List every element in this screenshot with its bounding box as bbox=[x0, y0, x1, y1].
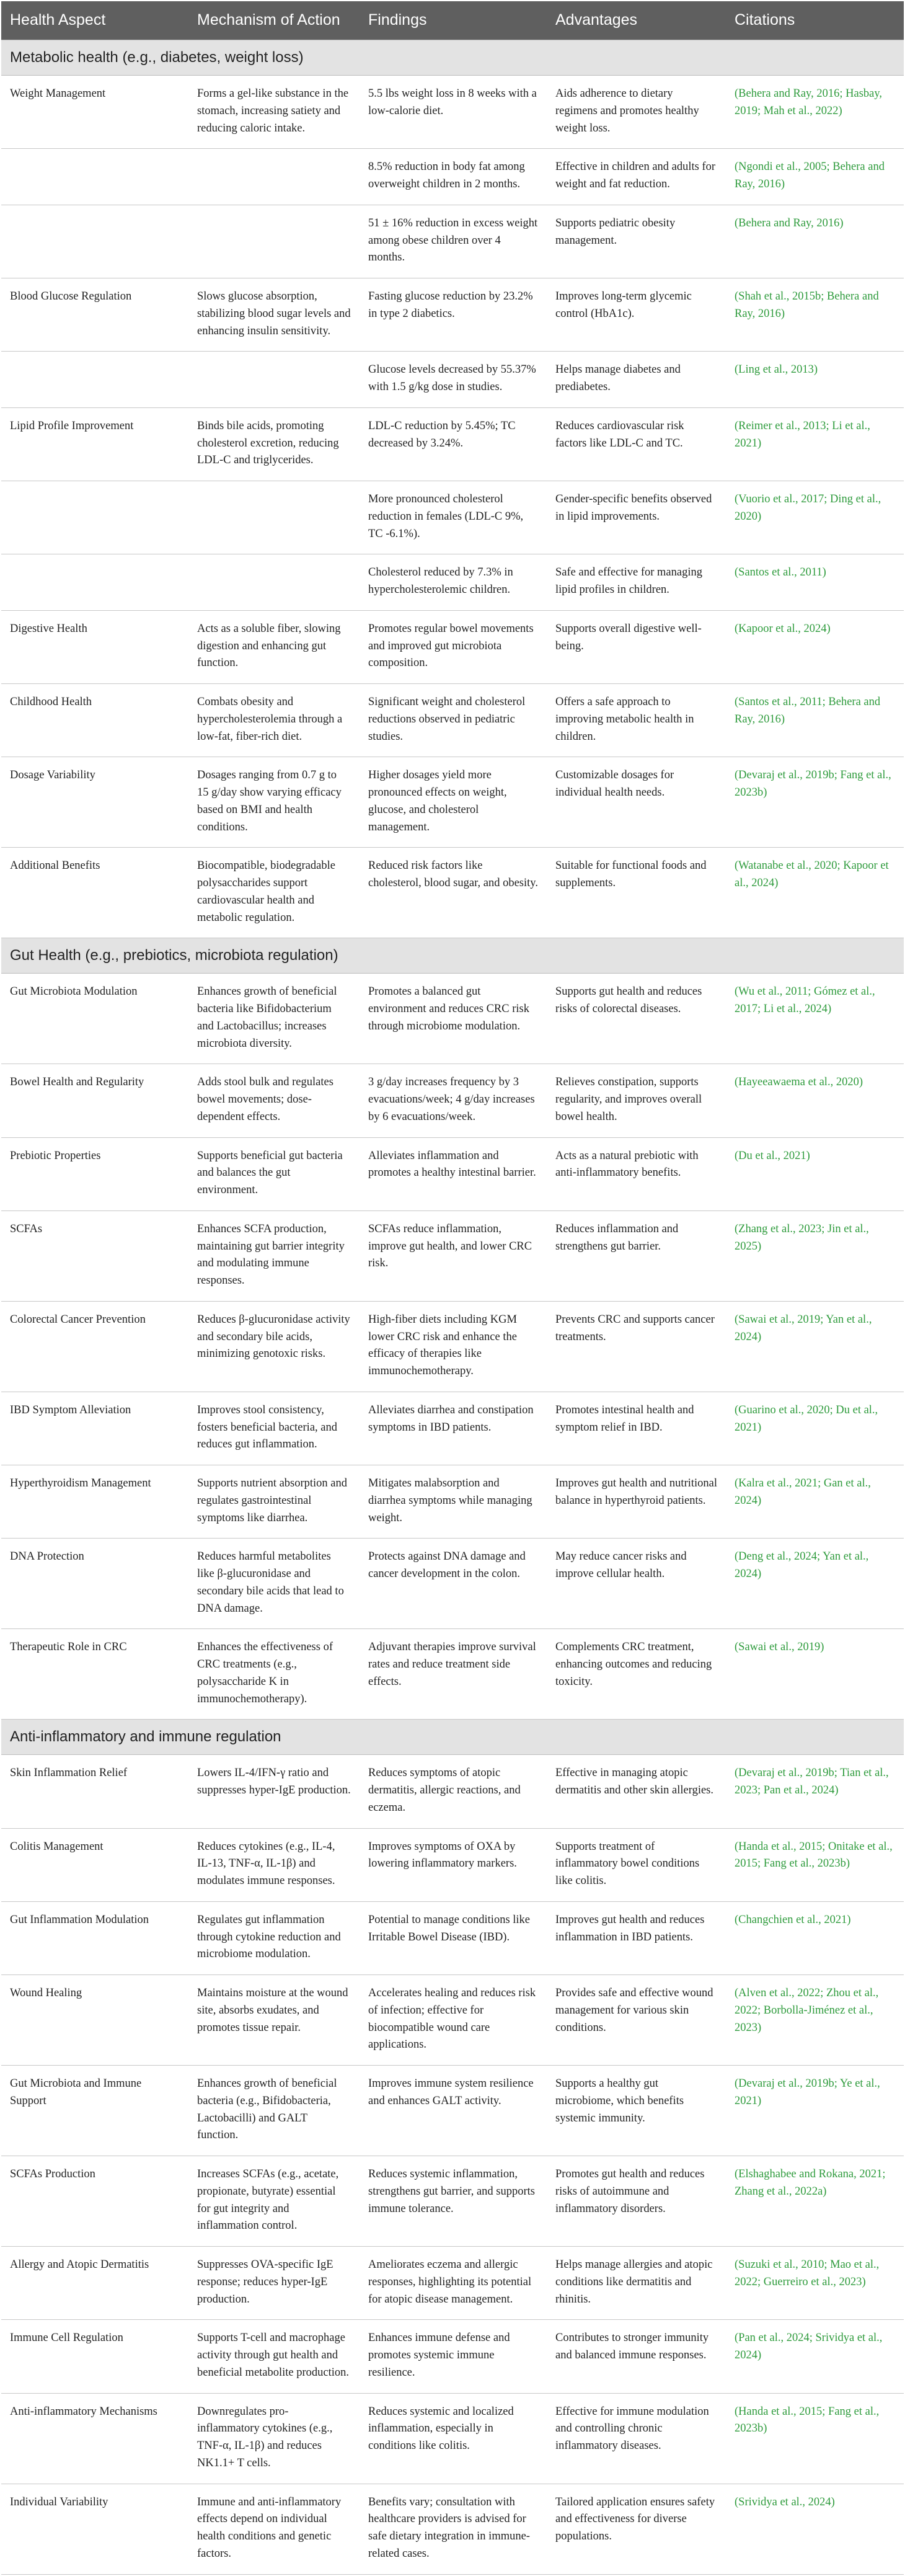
cell-health-aspect bbox=[1, 554, 188, 611]
cell-health-aspect: Bowel Health and Regularity bbox=[1, 1064, 188, 1137]
cell-citations[interactable]: (Handa et al., 2015; Fang et al., 2023b) bbox=[726, 2393, 904, 2484]
table-row bbox=[1, 2484, 904, 2574]
cell-advantages: Helps manage allergies and atopic conditions like dermatitis and rhinitis. bbox=[547, 2247, 726, 2320]
cell-advantages: Contributes to stronger immunity and balanced immune responses. bbox=[547, 2320, 726, 2393]
section-row bbox=[1, 938, 904, 974]
cell-citations[interactable]: (Zhang et al., 2023; Jin et al., 2025) bbox=[726, 1210, 904, 1301]
cell-findings: Fasting glucose reduction by 23.2% in type 2 diabetics. bbox=[360, 278, 547, 352]
cell-citations[interactable]: (Watanabe et al., 2020; Kapoor et al., 2024) bbox=[726, 848, 904, 938]
cell-mechanism: Increases SCFAs (e.g., acetate, propionate, butyrate) essential for gut integrity and inflammation control. bbox=[188, 2156, 360, 2247]
table-row bbox=[1, 352, 904, 408]
cell-advantages: Complements CRC treatment, enhancing outcomes and reducing toxicity. bbox=[547, 1629, 726, 1720]
cell-advantages: Relieves constipation, supports regularity, and improves overall bowel health. bbox=[547, 1064, 726, 1137]
cell-mechanism: Adds stool bulk and regulates bowel movements; dose-dependent effects. bbox=[188, 1064, 360, 1137]
cell-findings: Improves symptoms of OXA by lowering inflammatory markers. bbox=[360, 1828, 547, 1901]
header-mechanism: Mechanism of Action bbox=[188, 1, 360, 40]
cell-mechanism bbox=[188, 149, 360, 205]
cell-advantages: Effective in managing atopic dermatitis and other skin allergies. bbox=[547, 1755, 726, 1828]
cell-health-aspect: Skin Inflammation Relief bbox=[1, 1755, 188, 1828]
cell-advantages: Reduces inflammation and strengthens gut barrier. bbox=[547, 1210, 726, 1301]
cell-findings: Reduced risk factors like cholesterol, blood sugar, and obesity. bbox=[360, 848, 547, 938]
table-row bbox=[1, 1539, 904, 1629]
cell-citations[interactable]: (Kalra et al., 2021; Gan et al., 2024) bbox=[726, 1465, 904, 1539]
cell-citations[interactable]: (Vuorio et al., 2017; Ding et al., 2020) bbox=[726, 481, 904, 554]
cell-mechanism bbox=[188, 352, 360, 408]
cell-citations[interactable]: (Behera and Ray, 2016; Hasbay, 2019; Mah et al., 2022) bbox=[726, 76, 904, 149]
cell-health-aspect: Gut Inflammation Modulation bbox=[1, 1901, 188, 1974]
cell-citations[interactable]: (Handa et al., 2015; Onitake et al., 2015; Fang et al., 2023b) bbox=[726, 1828, 904, 1901]
cell-findings: Benefits vary; consultation with healthcare providers is advised for safe dietary integration in immune-related cases. bbox=[360, 2484, 547, 2574]
cell-mechanism: Dosages ranging from 0.7 g to 15 g/day show varying efficacy based on BMI and health conditions. bbox=[188, 757, 360, 848]
cell-advantages: May reduce cancer risks and improve cellular health. bbox=[547, 1539, 726, 1629]
cell-health-aspect: Gut Microbiota Modulation bbox=[1, 974, 188, 1064]
table-row bbox=[1, 1210, 904, 1301]
cell-citations[interactable]: (Santos et al., 2011) bbox=[726, 554, 904, 611]
cell-health-aspect: SCFAs Production bbox=[1, 2156, 188, 2247]
cell-mechanism bbox=[188, 481, 360, 554]
cell-health-aspect: IBD Symptom Alleviation bbox=[1, 1392, 188, 1465]
cell-findings: Potential to manage conditions like Irritable Bowel Disease (IBD). bbox=[360, 1901, 547, 1974]
cell-findings: 51 ± 16% reduction in excess weight among obese children over 4 months. bbox=[360, 205, 547, 278]
cell-mechanism: Reduces cytokines (e.g., IL-4, IL-13, TNF-α, IL-1β) and modulates immune responses. bbox=[188, 1828, 360, 1901]
table-body bbox=[1, 40, 904, 2575]
table-row bbox=[1, 554, 904, 611]
cell-mechanism: Downregulates pro-inflammatory cytokines (e.g., TNF-α, IL-1β) and reduces NK1.1+ T cells. bbox=[188, 2393, 360, 2484]
table-row bbox=[1, 610, 904, 683]
cell-health-aspect bbox=[1, 205, 188, 278]
cell-health-aspect: Lipid Profile Improvement bbox=[1, 407, 188, 481]
cell-citations[interactable]: (Elshaghabee and Rokana, 2021; Zhang et al., 2022a) bbox=[726, 2156, 904, 2247]
cell-health-aspect: Childhood Health bbox=[1, 684, 188, 757]
cell-advantages: Improves gut health and reduces inflammation in IBD patients. bbox=[547, 1901, 726, 1974]
cell-findings: Mitigates malabsorption and diarrhea symptoms while managing weight. bbox=[360, 1465, 547, 1539]
table-row bbox=[1, 974, 904, 1064]
cell-mechanism: Reduces β-glucuronidase activity and secondary bile acids, minimizing genotoxic risks. bbox=[188, 1301, 360, 1392]
cell-findings: Alleviates diarrhea and constipation symptoms in IBD patients. bbox=[360, 1392, 547, 1465]
table-row bbox=[1, 1137, 904, 1210]
cell-citations[interactable]: (Sawai et al., 2019; Yan et al., 2024) bbox=[726, 1301, 904, 1392]
table-row bbox=[1, 2393, 904, 2484]
cell-citations[interactable]: (Behera and Ray, 2016) bbox=[726, 205, 904, 278]
cell-citations[interactable]: (Hayeeawaema et al., 2020) bbox=[726, 1064, 904, 1137]
cell-advantages: Suitable for functional foods and supplements. bbox=[547, 848, 726, 938]
cell-mechanism: Combats obesity and hypercholesterolemia through a low-fat, fiber-rich diet. bbox=[188, 684, 360, 757]
cell-mechanism: Slows glucose absorption, stabilizing blood sugar levels and enhancing insulin sensitivity. bbox=[188, 278, 360, 352]
cell-advantages: Supports pediatric obesity management. bbox=[547, 205, 726, 278]
cell-advantages: Customizable dosages for individual health needs. bbox=[547, 757, 726, 848]
cell-health-aspect: Anti-inflammatory Mechanisms bbox=[1, 2393, 188, 2484]
cell-health-aspect: Digestive Health bbox=[1, 610, 188, 683]
cell-findings: High-fiber diets including KGM lower CRC risk and enhance the efficacy of therapies like immunochemotherapy. bbox=[360, 1301, 547, 1392]
cell-citations[interactable]: (Ngondi et al., 2005; Behera and Ray, 2016) bbox=[726, 149, 904, 205]
header-advantages: Advantages bbox=[547, 1, 726, 40]
table-row bbox=[1, 278, 904, 352]
cell-citations[interactable]: (Srividya et al., 2024) bbox=[726, 2484, 904, 2574]
cell-findings: 8.5% reduction in body fat among overweight children in 2 months. bbox=[360, 149, 547, 205]
cell-citations[interactable]: (Ling et al., 2013) bbox=[726, 352, 904, 408]
cell-findings: Reduces symptoms of atopic dermatitis, allergic reactions, and eczema. bbox=[360, 1755, 547, 1828]
cell-mechanism: Enhances the effectiveness of CRC treatments (e.g., polysaccharide K in immunochemotherapy). bbox=[188, 1629, 360, 1720]
cell-citations[interactable]: (Shah et al., 2015b; Behera and Ray, 2016) bbox=[726, 278, 904, 352]
cell-health-aspect: Colitis Management bbox=[1, 1828, 188, 1901]
cell-health-aspect: SCFAs bbox=[1, 1210, 188, 1301]
header-row bbox=[1, 1, 904, 40]
cell-advantages: Effective in children and adults for weight and fat reduction. bbox=[547, 149, 726, 205]
cell-mechanism: Lowers IL-4/IFN-γ ratio and suppresses hyper-IgE production. bbox=[188, 1755, 360, 1828]
cell-health-aspect: Weight Management bbox=[1, 76, 188, 149]
cell-advantages: Supports gut health and reduces risks of colorectal diseases. bbox=[547, 974, 726, 1064]
cell-health-aspect bbox=[1, 481, 188, 554]
cell-citations[interactable]: (Sawai et al., 2019) bbox=[726, 1629, 904, 1720]
cell-findings: 5.5 lbs weight loss in 8 weeks with a low-calorie diet. bbox=[360, 76, 547, 149]
table-row bbox=[1, 2320, 904, 2393]
cell-mechanism: Enhances SCFA production, maintaining gut barrier integrity and modulating immune responses. bbox=[188, 1210, 360, 1301]
cell-advantages: Promotes gut health and reduces risks of autoimmune and inflammatory disorders. bbox=[547, 2156, 726, 2247]
cell-findings: Reduces systemic and localized inflammation, especially in conditions like colitis. bbox=[360, 2393, 547, 2484]
cell-citations[interactable]: (Alven et al., 2022; Zhou et al., 2022; Borbolla-Jiménez et al., 2023) bbox=[726, 1975, 904, 2066]
cell-advantages: Supports overall digestive well-being. bbox=[547, 610, 726, 683]
cell-mechanism bbox=[188, 205, 360, 278]
cell-citations[interactable]: (Pan et al., 2024; Srividya et al., 2024) bbox=[726, 2320, 904, 2393]
cell-advantages: Tailored application ensures safety and effectiveness for diverse populations. bbox=[547, 2484, 726, 2574]
cell-citations[interactable]: (Kapoor et al., 2024) bbox=[726, 610, 904, 683]
cell-findings: Glucose levels decreased by 55.37% with 1.5 g/kg dose in studies. bbox=[360, 352, 547, 408]
cell-health-aspect bbox=[1, 149, 188, 205]
cell-mechanism: Supports T-cell and macrophage activity through gut health and beneficial metabolite production. bbox=[188, 2320, 360, 2393]
cell-mechanism: Immune and anti-inflammatory effects depend on individual health conditions and genetic factors. bbox=[188, 2484, 360, 2574]
cell-advantages: Safe and effective for managing lipid profiles in children. bbox=[547, 554, 726, 611]
cell-advantages: Prevents CRC and supports cancer treatments. bbox=[547, 1301, 726, 1392]
cell-advantages: Acts as a natural prebiotic with anti-inflammatory benefits. bbox=[547, 1137, 726, 1210]
cell-health-aspect: Blood Glucose Regulation bbox=[1, 278, 188, 352]
cell-health-aspect: Colorectal Cancer Prevention bbox=[1, 1301, 188, 1392]
cell-citations[interactable]: (Devaraj et al., 2019b; Ye et al., 2021) bbox=[726, 2066, 904, 2156]
cell-advantages: Helps manage diabetes and prediabetes. bbox=[547, 352, 726, 408]
cell-advantages: Gender-specific benefits observed in lipid improvements. bbox=[547, 481, 726, 554]
cell-findings: Accelerates healing and reduces risk of infection; effective for biocompatible wound care applications. bbox=[360, 1975, 547, 2066]
cell-mechanism: Reduces harmful metabolites like β-glucuronidase and secondary bile acids that lead to DNA damage. bbox=[188, 1539, 360, 1629]
section-row bbox=[1, 40, 904, 76]
cell-findings: Improves immune system resilience and enhances GALT activity. bbox=[360, 2066, 547, 2156]
cell-mechanism: Binds bile acids, promoting cholesterol excretion, reducing LDL-C and triglycerides. bbox=[188, 407, 360, 481]
cell-findings: More pronounced cholesterol reduction in females (LDL-C 9%, TC -6.1%). bbox=[360, 481, 547, 554]
cell-advantages: Promotes intestinal health and symptom relief in IBD. bbox=[547, 1392, 726, 1465]
cell-mechanism: Forms a gel-like substance in the stomach, increasing satiety and reducing caloric intake. bbox=[188, 76, 360, 149]
cell-citations[interactable]: (Reimer et al., 2013; Li et al., 2021) bbox=[726, 407, 904, 481]
health-aspects-table bbox=[1, 1, 904, 2575]
cell-mechanism bbox=[188, 554, 360, 611]
cell-health-aspect: Gut Microbiota and Immune Support bbox=[1, 2066, 188, 2156]
table-row bbox=[1, 757, 904, 848]
cell-health-aspect: Therapeutic Role in CRC bbox=[1, 1629, 188, 1720]
table-row bbox=[1, 1755, 904, 1828]
cell-health-aspect: Additional Benefits bbox=[1, 848, 188, 938]
cell-mechanism: Enhances growth of beneficial bacteria (e.g., Bifidobacteria, Lactobacilli) and GALT function. bbox=[188, 2066, 360, 2156]
cell-health-aspect: Prebiotic Properties bbox=[1, 1137, 188, 1210]
cell-citations[interactable]: (Devaraj et al., 2019b; Tian et al., 2023; Pan et al., 2024) bbox=[726, 1755, 904, 1828]
section-title: Anti-inflammatory and immune regulation bbox=[1, 1720, 904, 1755]
section-title: Gut Health (e.g., prebiotics, microbiota regulation) bbox=[1, 938, 904, 974]
table-row bbox=[1, 407, 904, 481]
cell-advantages: Supports treatment of inflammatory bowel conditions like colitis. bbox=[547, 1828, 726, 1901]
cell-citations[interactable]: (Deng et al., 2024; Yan et al., 2024) bbox=[726, 1539, 904, 1629]
cell-mechanism: Biocompatible, biodegradable polysaccharides support cardiovascular health and metabolic regulation. bbox=[188, 848, 360, 938]
cell-mechanism: Supports beneficial gut bacteria and balances the gut environment. bbox=[188, 1137, 360, 1210]
cell-health-aspect: Allergy and Atopic Dermatitis bbox=[1, 2247, 188, 2320]
cell-health-aspect: Immune Cell Regulation bbox=[1, 2320, 188, 2393]
table-row bbox=[1, 1392, 904, 1465]
cell-mechanism: Supports nutrient absorption and regulates gastrointestinal symptoms like diarrhea. bbox=[188, 1465, 360, 1539]
health-table-container bbox=[1, 1, 904, 2575]
cell-advantages: Improves long-term glycemic control (HbA1c). bbox=[547, 278, 726, 352]
cell-findings: Cholesterol reduced by 7.3% in hypercholesterolemic children. bbox=[360, 554, 547, 611]
cell-findings: Higher dosages yield more pronounced effects on weight, glucose, and cholesterol management. bbox=[360, 757, 547, 848]
cell-findings: Reduces systemic inflammation, strengthens gut barrier, and supports immune tolerance. bbox=[360, 2156, 547, 2247]
table-row bbox=[1, 1901, 904, 1974]
cell-citations[interactable]: (Wu et al., 2011; Gómez et al., 2017; Li et al., 2024) bbox=[726, 974, 904, 1064]
cell-health-aspect: Wound Healing bbox=[1, 1975, 188, 2066]
cell-citations[interactable]: (Changchien et al., 2021) bbox=[726, 1901, 904, 1974]
cell-advantages: Improves gut health and nutritional balance in hyperthyroid patients. bbox=[547, 1465, 726, 1539]
cell-health-aspect: Dosage Variability bbox=[1, 757, 188, 848]
cell-health-aspect bbox=[1, 352, 188, 408]
cell-findings: Alleviates inflammation and promotes a healthy intestinal barrier. bbox=[360, 1137, 547, 1210]
cell-citations[interactable]: (Guarino et al., 2020; Du et al., 2021) bbox=[726, 1392, 904, 1465]
table-row bbox=[1, 848, 904, 938]
table-row bbox=[1, 1975, 904, 2066]
table-row bbox=[1, 149, 904, 205]
table-row bbox=[1, 1301, 904, 1392]
section-title: Metabolic health (e.g., diabetes, weight loss) bbox=[1, 40, 904, 76]
cell-mechanism: Acts as a soluble fiber, slowing digestion and enhancing gut function. bbox=[188, 610, 360, 683]
table-row bbox=[1, 76, 904, 149]
cell-citations[interactable]: (Devaraj et al., 2019b; Fang et al., 2023b) bbox=[726, 757, 904, 848]
section-row bbox=[1, 1720, 904, 1755]
cell-citations[interactable]: (Du et al., 2021) bbox=[726, 1137, 904, 1210]
cell-advantages: Provides safe and effective wound management for various skin conditions. bbox=[547, 1975, 726, 2066]
table-row bbox=[1, 2066, 904, 2156]
cell-citations[interactable]: (Santos et al., 2011; Behera and Ray, 2016) bbox=[726, 684, 904, 757]
cell-findings: 3 g/day increases frequency by 3 evacuations/week; 4 g/day increases by 6 evacuations/week. bbox=[360, 1064, 547, 1137]
cell-mechanism: Enhances growth of beneficial bacteria like Bifidobacterium and Lactobacillus; increases microbiota diversity. bbox=[188, 974, 360, 1064]
table-header bbox=[1, 1, 904, 40]
cell-findings: Adjuvant therapies improve survival rates and reduce treatment side effects. bbox=[360, 1629, 547, 1720]
cell-mechanism: Suppresses OVA-specific IgE response; reduces hyper-IgE production. bbox=[188, 2247, 360, 2320]
table-row bbox=[1, 1064, 904, 1137]
cell-mechanism: Regulates gut inflammation through cytokine reduction and microbiome modulation. bbox=[188, 1901, 360, 1974]
cell-advantages: Effective for immune modulation and controlling chronic inflammatory diseases. bbox=[547, 2393, 726, 2484]
cell-advantages: Reduces cardiovascular risk factors like LDL-C and TC. bbox=[547, 407, 726, 481]
table-row bbox=[1, 1465, 904, 1539]
table-row bbox=[1, 2156, 904, 2247]
header-findings: Findings bbox=[360, 1, 547, 40]
header-citations: Citations bbox=[726, 1, 904, 40]
table-row bbox=[1, 1828, 904, 1901]
table-row bbox=[1, 2247, 904, 2320]
cell-health-aspect: DNA Protection bbox=[1, 1539, 188, 1629]
cell-findings: Enhances immune defense and promotes systemic immune resilience. bbox=[360, 2320, 547, 2393]
table-row bbox=[1, 684, 904, 757]
cell-findings: Protects against DNA damage and cancer development in the colon. bbox=[360, 1539, 547, 1629]
cell-findings: Ameliorates eczema and allergic responses, highlighting its potential for atopic disease management. bbox=[360, 2247, 547, 2320]
cell-advantages: Supports a healthy gut microbiome, which benefits systemic immunity. bbox=[547, 2066, 726, 2156]
cell-mechanism: Improves stool consistency, fosters beneficial bacteria, and reduces gut inflammation. bbox=[188, 1392, 360, 1465]
cell-health-aspect: Individual Variability bbox=[1, 2484, 188, 2574]
cell-health-aspect: Hyperthyroidism Management bbox=[1, 1465, 188, 1539]
cell-findings: Promotes a balanced gut environment and reduces CRC risk through microbiome modulation. bbox=[360, 974, 547, 1064]
cell-mechanism: Maintains moisture at the wound site, absorbs exudates, and promotes tissue repair. bbox=[188, 1975, 360, 2066]
cell-findings: Significant weight and cholesterol reductions observed in pediatric studies. bbox=[360, 684, 547, 757]
cell-findings: LDL-C reduction by 5.45%; TC decreased by 3.24%. bbox=[360, 407, 547, 481]
header-health-aspect: Health Aspect bbox=[1, 1, 188, 40]
table-row bbox=[1, 1629, 904, 1720]
cell-findings: Promotes regular bowel movements and improved gut microbiota composition. bbox=[360, 610, 547, 683]
cell-citations[interactable]: (Suzuki et al., 2010; Mao et al., 2022; Guerreiro et al., 2023) bbox=[726, 2247, 904, 2320]
cell-findings: SCFAs reduce inflammation, improve gut health, and lower CRC risk. bbox=[360, 1210, 547, 1301]
cell-advantages: Aids adherence to dietary regimens and promotes healthy weight loss. bbox=[547, 76, 726, 149]
cell-advantages: Offers a safe approach to improving metabolic health in children. bbox=[547, 684, 726, 757]
table-row bbox=[1, 205, 904, 278]
table-row bbox=[1, 481, 904, 554]
